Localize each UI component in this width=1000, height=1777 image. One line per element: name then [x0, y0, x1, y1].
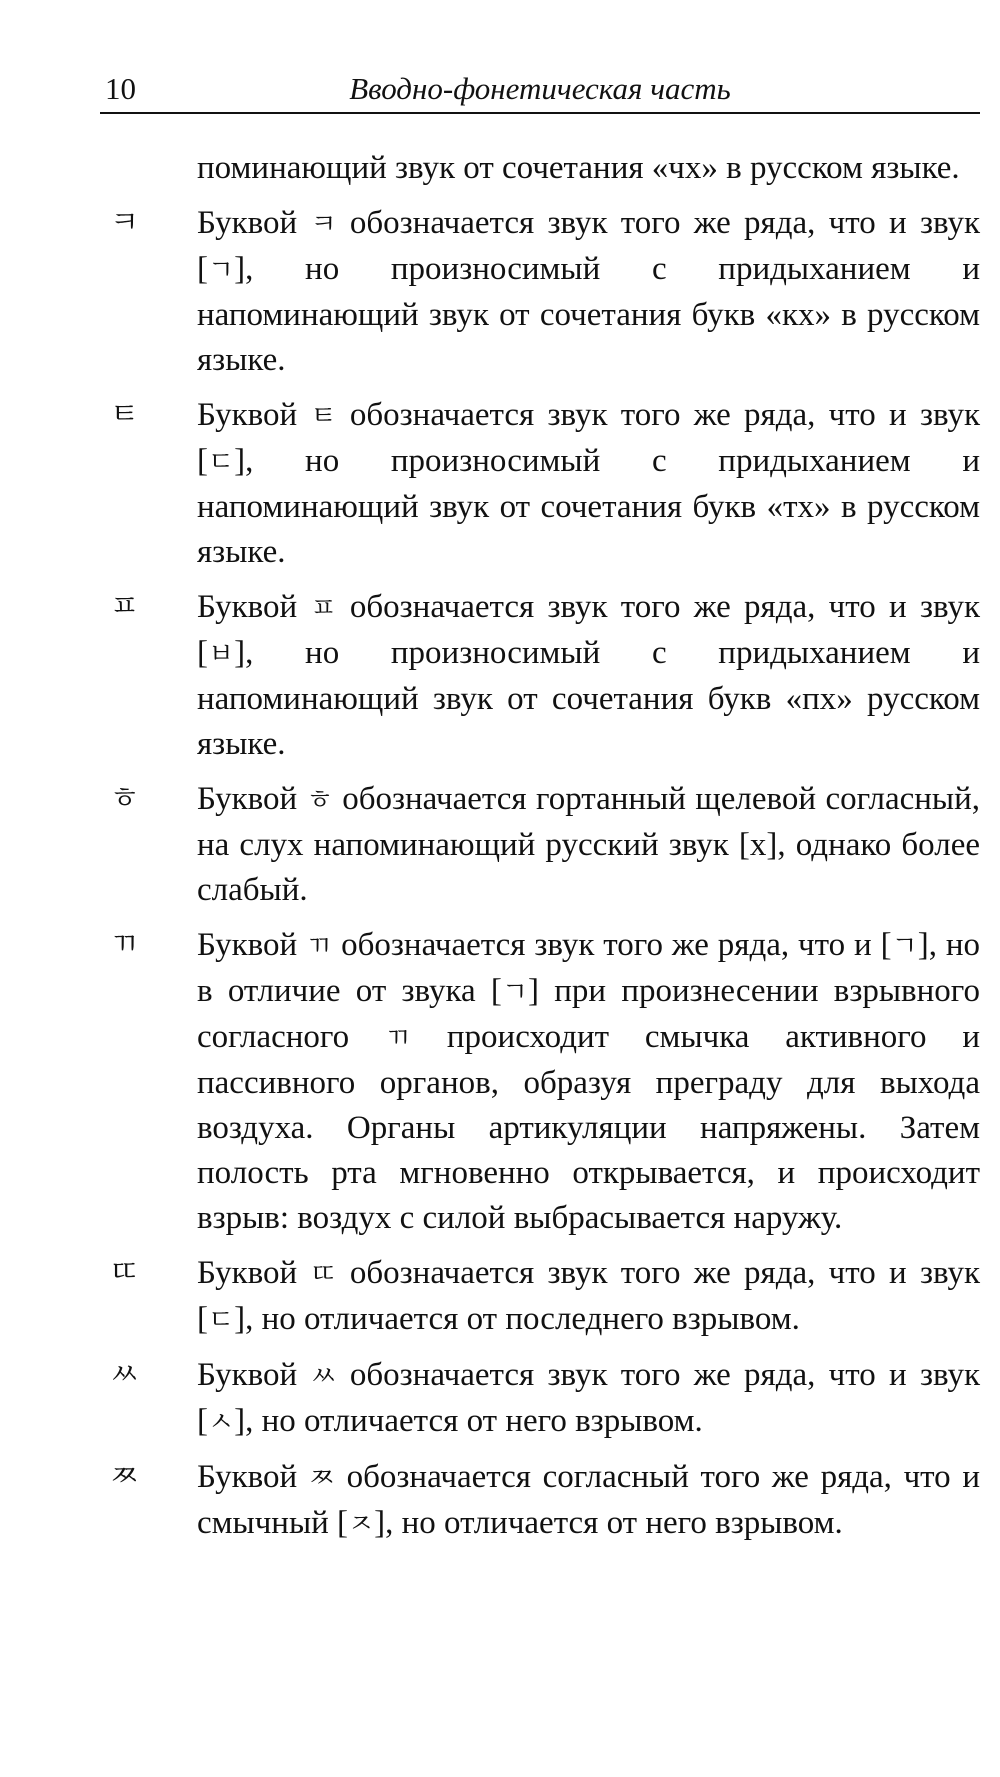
- text-run: ], но отличается от последнего взрывом.: [234, 1301, 800, 1337]
- text-run: Буквой: [197, 1255, 311, 1291]
- text-run: ], но отличается от него взрывом.: [234, 1403, 703, 1439]
- text-run: Буквой: [197, 397, 311, 433]
- entry-letter: ㄲ: [110, 927, 139, 962]
- hangul-glyph: ㅈ: [348, 1509, 375, 1540]
- text-run: ], но отличается от него взрывом.: [374, 1505, 843, 1541]
- entry-ssanggiyeok: [100, 923, 980, 1241]
- entry-ssangjieut: [100, 1455, 980, 1547]
- text-run: происходит смычка активного и пассивного органов, образуя преграду для выхода воздуха. Органы артикуляции напряжены. Затем полость рта мгновенно открывается, и происходит взрыв: воздух с силой выбрасывается наружу.: [197, 1019, 980, 1236]
- entry-letter: ㄸ: [110, 1255, 139, 1290]
- hangul-glyph: ㄲ: [384, 1023, 412, 1054]
- text-run: Буквой: [197, 205, 311, 241]
- text-run: обозначается звук того же ряда, что и звук [: [197, 205, 981, 287]
- hangul-glyph: ㄷ: [208, 447, 235, 478]
- entry-letter: ㅌ: [110, 397, 139, 432]
- page-number: 10: [105, 71, 136, 106]
- text-run: поминающий звук от сочетания «чх» в русском языке.: [197, 150, 960, 186]
- text-run: ], но произносимый с придыханием и напоминающий звук от сочетания букв «кх» в русском языке.: [197, 251, 980, 378]
- text-run: обозначается звук того же ряда, что и звук [: [197, 589, 981, 671]
- text-run: обозначается звук того же ряда, что и звук [: [197, 397, 981, 479]
- letter-entries: [100, 146, 980, 1557]
- text-run: обозначается звук того же ряда, что и [: [332, 927, 892, 963]
- entry-text: [197, 1455, 980, 1547]
- hangul-glyph: ㅅ: [208, 1407, 235, 1438]
- text-run: обозначается согласный того же ряда, что и смычный [: [197, 1459, 980, 1541]
- running-title: Вводно-фонетическая часть: [349, 71, 731, 106]
- entry-letter: ㅉ: [110, 1459, 139, 1494]
- text-run: обозначается гортанный щелевой согласный, на слух напоминающий русский звук [х], однако более слабый.: [197, 781, 980, 908]
- text-run: ] при произнесении взрывного согласного: [197, 973, 980, 1055]
- text-run: Буквой: [197, 1459, 309, 1495]
- entry-continuation: [100, 146, 980, 191]
- entry-text: [197, 201, 980, 383]
- entry-text: [197, 1353, 980, 1445]
- hangul-glyph: ㄱ: [891, 931, 918, 962]
- text-run: Буквой: [197, 589, 311, 625]
- hangul-glyph: ㅎ: [306, 785, 333, 816]
- entry-ssangdigeut: [100, 1251, 980, 1343]
- hangul-glyph: ㅉ: [308, 1463, 335, 1494]
- hangul-glyph: ㅂ: [208, 639, 235, 670]
- entry-text: [197, 585, 980, 767]
- text-run: Буквой: [197, 781, 307, 817]
- hangul-glyph: ㄲ: [306, 931, 333, 962]
- hangul-glyph: ㅍ: [310, 593, 337, 624]
- entry-letter: ㅋ: [110, 205, 139, 240]
- text-run: ], но произносимый с придыханием и напоминающий звук от сочетания букв «тх» в русском языке.: [197, 443, 980, 570]
- entry-tieut: [100, 393, 980, 575]
- hangul-glyph: ㄱ: [208, 255, 235, 286]
- hangul-glyph: ㅆ: [310, 1361, 337, 1392]
- hangul-glyph: ㅋ: [310, 209, 337, 240]
- entry-pieup: [100, 585, 980, 767]
- entry-letter: ㅆ: [110, 1357, 139, 1392]
- hangul-glyph: ㄱ: [501, 977, 529, 1008]
- entry-letter: ㅎ: [110, 781, 139, 816]
- text-run: обозначается звук того же ряда, что и звук [: [197, 1357, 981, 1439]
- entry-text: [197, 146, 980, 191]
- entry-kieuk: [100, 201, 980, 383]
- entry-letter: ㅍ: [110, 589, 139, 624]
- hangul-glyph: ㄷ: [208, 1305, 235, 1336]
- hangul-glyph: ㄸ: [310, 1259, 337, 1290]
- entry-ssangsiot: [100, 1353, 980, 1445]
- entry-text: [197, 1251, 980, 1343]
- entry-text: [197, 777, 980, 913]
- text-run: ], но произносимый с придыханием и напоминающий звук от сочетания букв «пх» русском языке.: [197, 635, 980, 762]
- text-run: Буквой: [197, 927, 307, 963]
- text-run: Буквой: [197, 1357, 311, 1393]
- text-run: ], но в отличие от звука [: [197, 927, 981, 1009]
- hangul-glyph: ㅌ: [310, 401, 337, 432]
- text-run: обозначается звук того же ряда, что и звук [: [197, 1255, 981, 1337]
- page-header: [100, 66, 980, 114]
- entry-hieut: [100, 777, 980, 913]
- entry-text: [197, 393, 980, 575]
- entry-text: [197, 923, 980, 1241]
